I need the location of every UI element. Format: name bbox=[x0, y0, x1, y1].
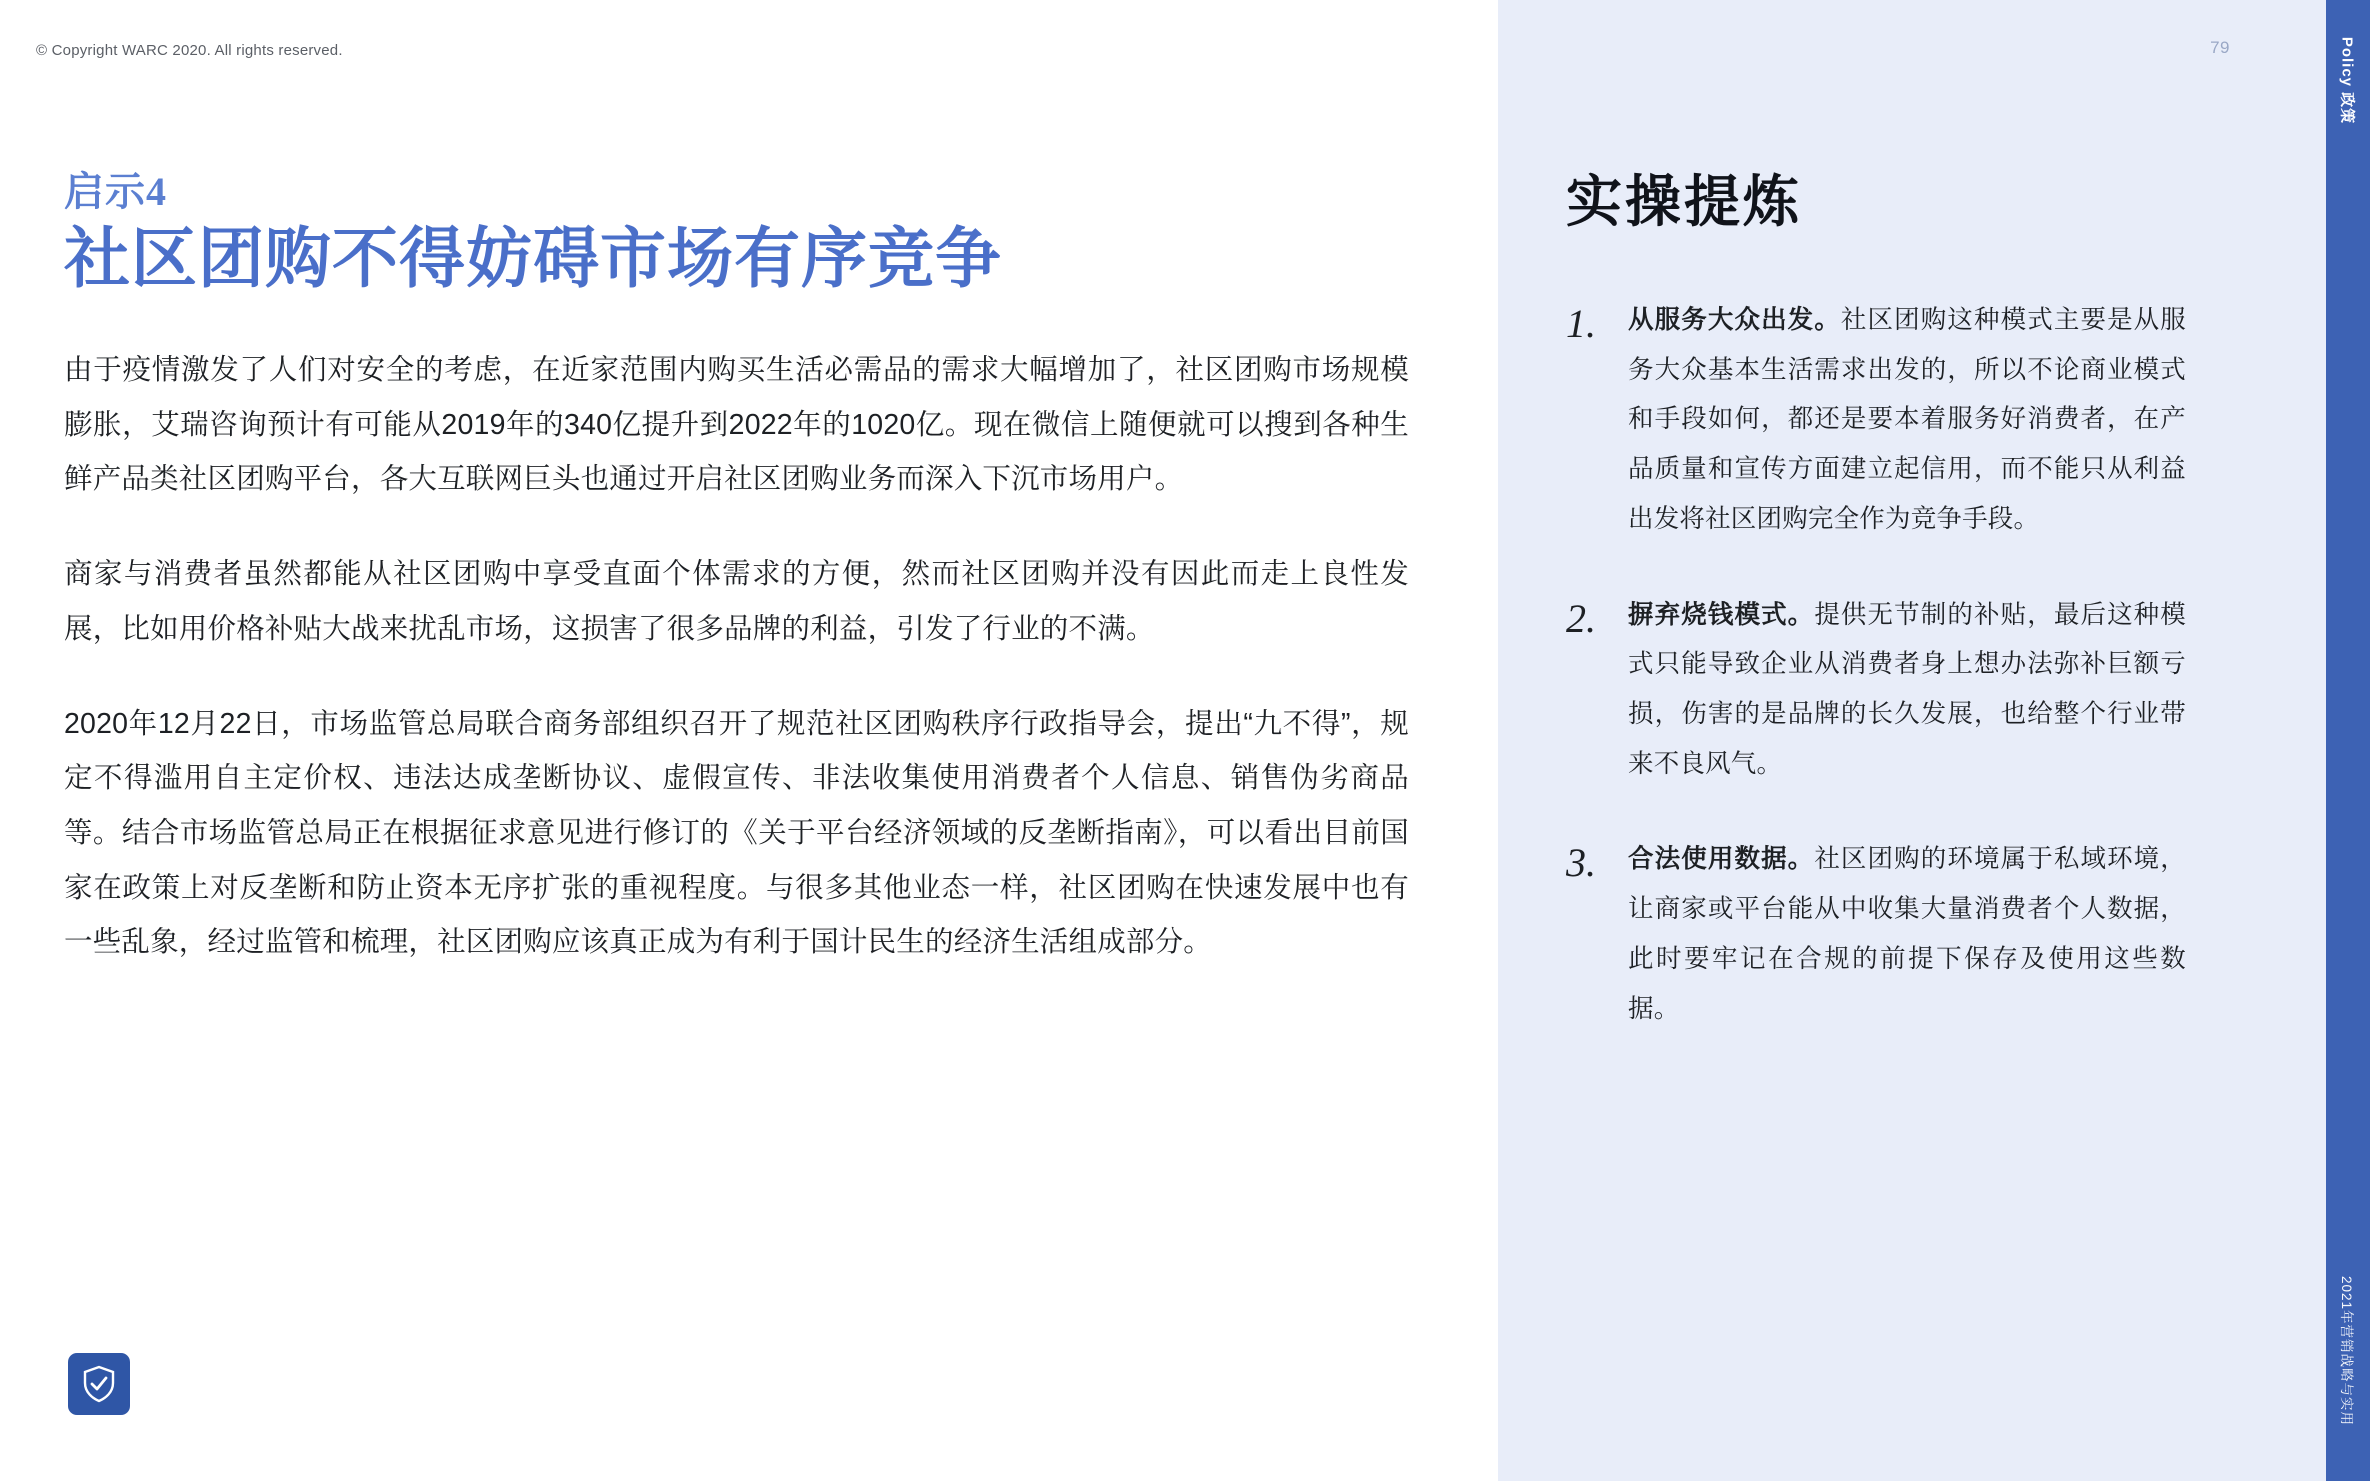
page-title: 社区团购不得妨碍市场有序竞争 bbox=[64, 223, 1002, 296]
list-item bbox=[1566, 591, 2186, 790]
list-item bbox=[1566, 296, 2186, 545]
list-item-number: 2. bbox=[1566, 595, 1596, 641]
article-body bbox=[64, 160, 1409, 970]
list-item-text bbox=[1628, 835, 2186, 1034]
list-item bbox=[1566, 835, 2186, 1034]
section-tab-label: Policy 政策 bbox=[2338, 36, 2356, 125]
list-item-number: 1. bbox=[1566, 301, 1596, 346]
shield-icon bbox=[68, 1353, 130, 1415]
list-item-body: 社区团购的环境属于私域环境，让商家或平台能从中收集大量消费者个人数据，此时要牢记在合规的前提下保存及使用这些数据。 bbox=[1628, 845, 2186, 1023]
body-paragraph: 商家与消费者虽然都能从社区团购中享受直面个体需求的方便，然而社区团购并没有因此而走上良性发展，比如用价格补贴大战来扰乱市场，这损害了很多品牌的利益，引发了行业的不满。 bbox=[64, 558, 1409, 645]
list-item-body: 提供无节制的补贴，最后这种模式只能导致企业从消费者身上想办法弥补巨额亏损，伤害的是品牌的长久发展，也给整个行业带来不良风气。 bbox=[1628, 600, 2186, 778]
sidebar-panel bbox=[1498, 0, 2326, 1481]
takeaways-title: 实操提炼 bbox=[1566, 172, 1802, 234]
list-item-lead: 合法使用数据。 bbox=[1628, 845, 1815, 874]
list-item-body: 社区团购这种模式主要是从服务大众基本生活需求出发的，所以不论商业模式和手段如何，都还是要本着服务好消费者，在产品质量和宣传方面建立起信用，而不能只从利益出发将社区团购完全作为竞争手段。 bbox=[1628, 306, 2186, 533]
section-kicker: 启示4 bbox=[64, 169, 167, 214]
body-paragraph: 2020年12月22日，市场监管总局联合商务部组织召开了规范社区团购秩序行政指导会，提出“九不得”，规定不得滥用自主定价权、违法达成垄断协议、虚假宣传、非法收集使用消费者个人信息、销售伪劣商品等。结合市场监管总局正在根据征求意见进行修订的《关于平台经济领域的反垄断指南》，可以看出目前国家在政策上对反垄断和防止资本无序扩张的重视程度。与很多其他业态一样，社区团购在快速发展中也有一些乱象，经过监管和梳理，社区团购应该真正成为有利于国计民生的经济生活组成部分。 bbox=[64, 707, 1409, 959]
copyright-notice: © Copyright WARC 2020. All rights reserved. bbox=[36, 42, 343, 59]
list-item-number: 3. bbox=[1566, 840, 1596, 886]
publication-tab-label: 2021年营销战略与实用 bbox=[2339, 1275, 2354, 1427]
list-item-lead: 从服务大众出发。 bbox=[1628, 306, 1841, 334]
list-item-lead: 摒弃烧钱模式。 bbox=[1628, 600, 1815, 629]
edge-tab-strip bbox=[2326, 0, 2370, 1481]
body-paragraph: 由于疫情激发了人们对安全的考虑，在近家范围内购买生活必需品的需求大幅增加了，社区团购市场规模膨胀，艾瑞咨询预计有可能从2019年的340亿提升到2022年的1020亿。现在微信上随便就可以搜到各种生鲜产品类社区团购平台，各大互联网巨头也通过开启社区团购业务而深入下沉市场用户。 bbox=[64, 353, 1409, 496]
page-number: 79 bbox=[2210, 38, 2230, 57]
list-item-text bbox=[1628, 296, 2186, 545]
list-item-text bbox=[1628, 591, 2186, 790]
takeaways-section bbox=[1566, 158, 2186, 1034]
